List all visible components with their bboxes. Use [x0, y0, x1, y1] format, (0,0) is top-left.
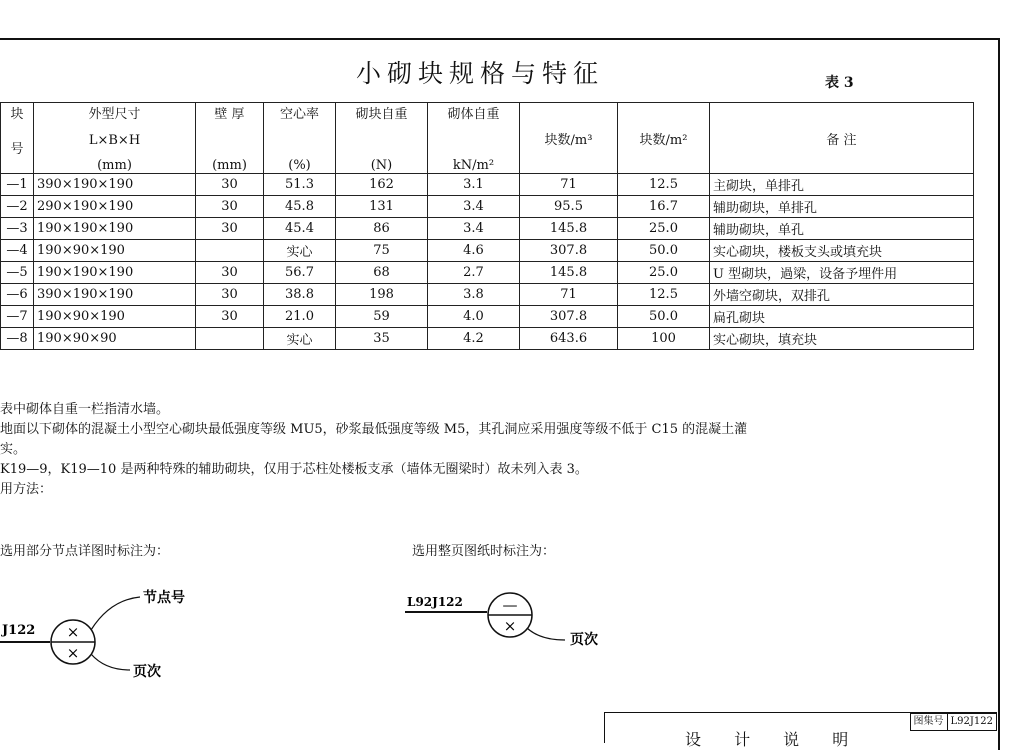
- title-block: [604, 712, 997, 749]
- atlas-number-box: [910, 713, 997, 731]
- cell-size: 190×90×90: [34, 328, 196, 350]
- header-wall-thickness: 壁 厚 (mm): [196, 103, 264, 174]
- usage-right-caption: 选用整页图纸时标注为：: [412, 544, 556, 559]
- cell-wall: 30: [196, 196, 264, 218]
- note-line: 表中砌体自重一栏指清水墙。: [0, 402, 170, 417]
- left-bottom-symbol: ×: [66, 644, 80, 662]
- cell-void: 45.4: [264, 218, 336, 240]
- header-void-ratio: 空心率 (%): [264, 103, 336, 174]
- cell-wall: 30: [196, 218, 264, 240]
- atlas-number: L92J122: [950, 716, 993, 727]
- header-block-no: 块 号: [1, 103, 34, 174]
- cell-c3: 95.5: [520, 196, 618, 218]
- table-number: 表 3: [825, 75, 854, 91]
- block-spec-table: [0, 102, 974, 350]
- cell-c3: 145.8: [520, 218, 618, 240]
- title-block-title: 设 计 说 明: [685, 730, 863, 749]
- cell-no: —1: [1, 174, 34, 196]
- cell-size: 290×190×190: [34, 196, 196, 218]
- cell-void: 实心: [264, 328, 336, 350]
- table-row: [1, 328, 974, 350]
- cell-bw: 35: [336, 328, 428, 350]
- cell-remark: 辅助砌块，单孔: [710, 218, 974, 240]
- cell-size: 190×190×190: [34, 218, 196, 240]
- header-remark: 备 注: [710, 103, 974, 174]
- cell-mw: 3.4: [428, 196, 520, 218]
- cell-no: —8: [1, 328, 34, 350]
- table-row: [1, 240, 974, 262]
- cell-c3: 71: [520, 174, 618, 196]
- cell-bw: 75: [336, 240, 428, 262]
- cell-bw: 162: [336, 174, 428, 196]
- cell-wall: [196, 240, 264, 262]
- usage-left-caption: 选用部分节点详图时标注为：: [0, 544, 170, 559]
- right-ref-label: L92J122: [407, 595, 463, 609]
- header-count-m3: 块数/m³: [520, 103, 618, 174]
- cell-mw: 4.6: [428, 240, 520, 262]
- cell-no: —4: [1, 240, 34, 262]
- cell-void: 56.7: [264, 262, 336, 284]
- cell-void: 21.0: [264, 306, 336, 328]
- table-row: [1, 306, 974, 328]
- table-header-row: [1, 103, 974, 174]
- cell-no: —2: [1, 196, 34, 218]
- cell-void: 45.8: [264, 196, 336, 218]
- cell-mw: 4.2: [428, 328, 520, 350]
- cell-c3: 307.8: [520, 240, 618, 262]
- cell-remark: 辅助砌块，单排孔: [710, 196, 974, 218]
- cell-bw: 131: [336, 196, 428, 218]
- notes-section: [0, 400, 747, 500]
- note-line: 实。: [0, 442, 27, 457]
- node-number-label: 节点号: [143, 590, 185, 606]
- page-label-left: 页次: [133, 664, 161, 680]
- cell-no: —3: [1, 218, 34, 240]
- cell-mw: 2.7: [428, 262, 520, 284]
- header-masonry-weight: 砌体自重 kN/m²: [428, 103, 520, 174]
- cell-remark: 扁孔砌块: [710, 306, 974, 328]
- cell-wall: 30: [196, 262, 264, 284]
- cell-size: 390×190×190: [34, 174, 196, 196]
- cell-mw: 3.8: [428, 284, 520, 306]
- index-symbols: [0, 570, 640, 690]
- cell-wall: 30: [196, 284, 264, 306]
- cell-no: —5: [1, 262, 34, 284]
- cell-c3: 145.8: [520, 262, 618, 284]
- right-bottom-symbol: ×: [503, 617, 517, 635]
- cell-remark: 外墙空砌块，双排孔: [710, 284, 974, 306]
- note-line: 用方法：: [0, 482, 53, 497]
- table-row: [1, 174, 974, 196]
- cell-void: 38.8: [264, 284, 336, 306]
- cell-c2: 50.0: [618, 306, 710, 328]
- cell-void: 51.3: [264, 174, 336, 196]
- cell-wall: 30: [196, 306, 264, 328]
- cell-c2: 12.5: [618, 174, 710, 196]
- cell-bw: 198: [336, 284, 428, 306]
- cell-bw: 86: [336, 218, 428, 240]
- cell-remark: 实心砌块，楼板支头或填充块: [710, 240, 974, 262]
- page-label-right: 页次: [570, 632, 598, 648]
- cell-wall: 30: [196, 174, 264, 196]
- atlas-label: 图集号: [911, 714, 948, 730]
- cell-size: 190×90×190: [34, 306, 196, 328]
- cell-void: 实心: [264, 240, 336, 262]
- cell-size: 190×190×190: [34, 262, 196, 284]
- cell-bw: 68: [336, 262, 428, 284]
- header-count-m2: 块数/m²: [618, 103, 710, 174]
- cell-no: —7: [1, 306, 34, 328]
- cell-bw: 59: [336, 306, 428, 328]
- cell-c3: 643.6: [520, 328, 618, 350]
- cell-c2: 25.0: [618, 218, 710, 240]
- note-line: K19—9，K19—10 是两种特殊的辅助砌块，仅用于芯柱处楼板支承（墙体无圈梁时）故未列入表 3。: [0, 462, 588, 477]
- cell-remark: 实心砌块，填充块: [710, 328, 974, 350]
- table-row: [1, 262, 974, 284]
- cell-remark: U 型砌块，過梁，设备予埋件用: [710, 262, 974, 284]
- table-row: [1, 284, 974, 306]
- right-top-symbol: —: [502, 596, 518, 614]
- note-line: 地面以下砌体的混凝土小型空心砌块最低强度等级 MU5，砂浆最低强度等级 M5，其孔洞应采用强度等级不低于 C15 的混凝土灌: [0, 422, 748, 437]
- header-size: 外型尺寸 L×B×H (mm): [34, 103, 196, 174]
- cell-c2: 25.0: [618, 262, 710, 284]
- header-block-weight: 砌块自重 (N): [336, 103, 428, 174]
- cell-c2: 16.7: [618, 196, 710, 218]
- cell-mw: 3.4: [428, 218, 520, 240]
- cell-size: 390×190×190: [34, 284, 196, 306]
- cell-mw: 3.1: [428, 174, 520, 196]
- table-row: [1, 218, 974, 240]
- page-title: 小砌块规格与特征: [356, 59, 605, 88]
- cell-remark: 主砌块，单排孔: [710, 174, 974, 196]
- cell-c2: 100: [618, 328, 710, 350]
- cell-size: 190×90×190: [34, 240, 196, 262]
- left-top-symbol: ×: [66, 623, 80, 641]
- cell-c3: 307.8: [520, 306, 618, 328]
- cell-no: —6: [1, 284, 34, 306]
- cell-wall: [196, 328, 264, 350]
- cell-c2: 12.5: [618, 284, 710, 306]
- cell-c2: 50.0: [618, 240, 710, 262]
- cell-mw: 4.0: [428, 306, 520, 328]
- left-ref-label: J122: [2, 623, 36, 638]
- cell-c3: 71: [520, 284, 618, 306]
- table-row: [1, 196, 974, 218]
